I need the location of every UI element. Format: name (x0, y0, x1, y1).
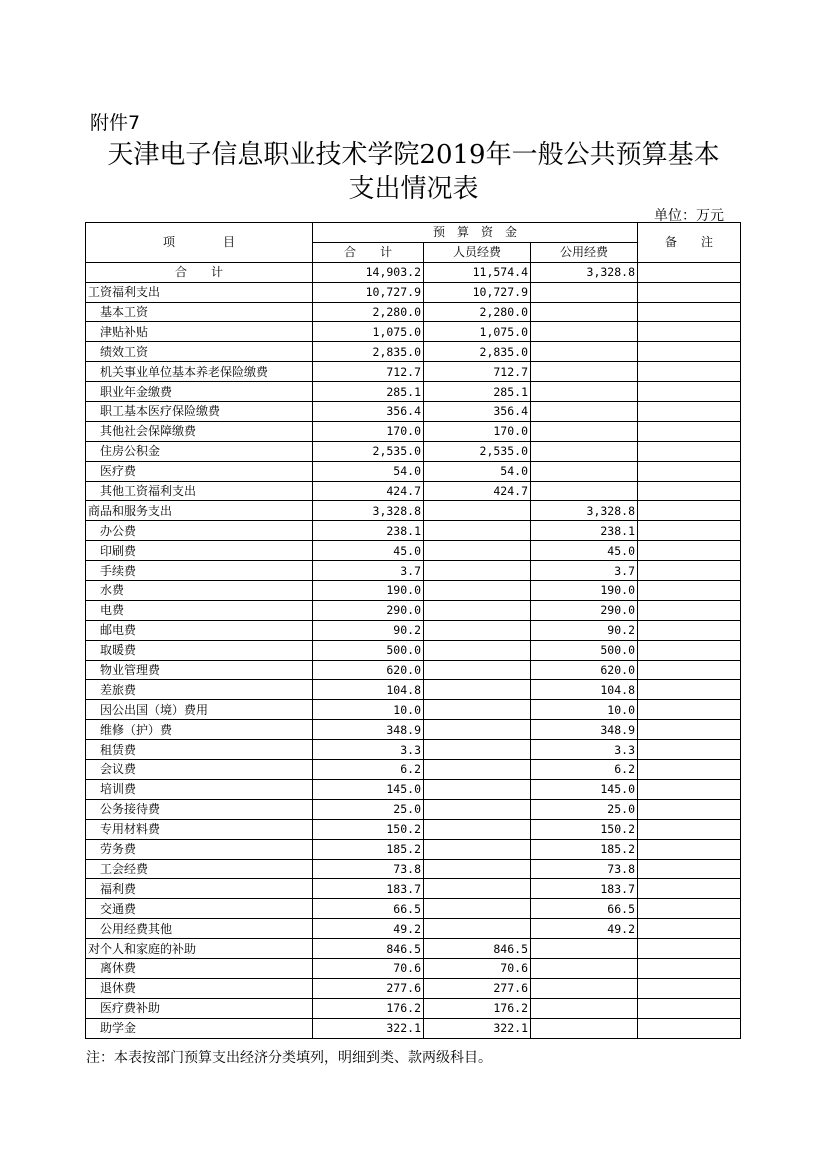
row-personnel (424, 640, 531, 660)
row-remark (638, 680, 741, 700)
row-remark (638, 481, 741, 501)
table-row (86, 421, 741, 441)
row-item-name: 商品和服务支出 (86, 501, 313, 521)
row-remark (638, 839, 741, 859)
row-public (531, 998, 638, 1018)
table-row (86, 362, 741, 382)
row-remark (638, 700, 741, 720)
table-row (86, 461, 741, 481)
table-row (86, 322, 741, 342)
row-personnel (424, 561, 531, 581)
table-row (86, 1018, 741, 1038)
table-row (86, 481, 741, 501)
row-personnel (424, 700, 531, 720)
row-item-name: 取暖费 (86, 640, 313, 660)
row-item-name: 租赁费 (86, 740, 313, 760)
row-personnel (424, 541, 531, 561)
row-item-name: 其他工资福利支出 (86, 481, 313, 501)
row-total: 290.0 (313, 600, 424, 620)
row-total: 424.7 (313, 481, 424, 501)
row-remark (638, 779, 741, 799)
row-remark (638, 581, 741, 601)
row-item-name: 工资福利支出 (86, 282, 313, 302)
row-total: 356.4 (313, 402, 424, 422)
row-remark (638, 819, 741, 839)
row-public: 620.0 (531, 660, 638, 680)
table-row (86, 998, 741, 1018)
row-public: 6.2 (531, 760, 638, 780)
table-row (86, 919, 741, 939)
table-row (86, 620, 741, 640)
row-item-name: 其他社会保障缴费 (86, 421, 313, 441)
table-row (86, 799, 741, 819)
header-total: 合 计 (313, 242, 424, 262)
row-total: 277.6 (313, 978, 424, 998)
row-public: 49.2 (531, 919, 638, 939)
row-personnel: 424.7 (424, 481, 531, 501)
row-remark (638, 978, 741, 998)
row-item-name: 培训费 (86, 779, 313, 799)
row-remark (638, 919, 741, 939)
row-total: 90.2 (313, 620, 424, 640)
table-row (86, 640, 741, 660)
row-public: 25.0 (531, 799, 638, 819)
row-public: 66.5 (531, 899, 638, 919)
row-remark (638, 541, 741, 561)
row-remark (638, 998, 741, 1018)
row-total: 10,727.9 (313, 282, 424, 302)
header-item: 项 目 (86, 223, 313, 263)
row-public (531, 441, 638, 461)
header-personnel: 人员经费 (424, 242, 531, 262)
row-personnel: 54.0 (424, 461, 531, 481)
row-public (531, 939, 638, 959)
header-remark: 备 注 (638, 223, 741, 263)
row-public: 290.0 (531, 600, 638, 620)
row-remark (638, 600, 741, 620)
row-item-name: 劳务费 (86, 839, 313, 859)
row-total: 145.0 (313, 779, 424, 799)
row-remark (638, 262, 741, 282)
table-row (86, 262, 741, 282)
row-item-name: 津贴补贴 (86, 322, 313, 342)
row-personnel (424, 501, 531, 521)
row-public: 150.2 (531, 819, 638, 839)
row-public (531, 282, 638, 302)
row-total: 846.5 (313, 939, 424, 959)
row-personnel (424, 660, 531, 680)
row-remark (638, 561, 741, 581)
row-personnel (424, 919, 531, 939)
row-total: 70.6 (313, 958, 424, 978)
row-total: 10.0 (313, 700, 424, 720)
row-personnel: 11,574.4 (424, 262, 531, 282)
row-total: 348.9 (313, 720, 424, 740)
table-row (86, 779, 741, 799)
table-row (86, 660, 741, 680)
row-remark (638, 958, 741, 978)
row-personnel (424, 740, 531, 760)
table-body (86, 262, 741, 1038)
row-remark (638, 282, 741, 302)
row-item-name: 交通费 (86, 899, 313, 919)
row-public (531, 362, 638, 382)
row-personnel (424, 720, 531, 740)
row-item-name: 工会经费 (86, 859, 313, 879)
row-remark (638, 620, 741, 640)
row-public (531, 382, 638, 402)
row-public: 348.9 (531, 720, 638, 740)
table-row (86, 402, 741, 422)
row-remark (638, 342, 741, 362)
row-item-name: 对个人和家庭的补助 (86, 939, 313, 959)
row-item-name: 职工基本医疗保险缴费 (86, 402, 313, 422)
budget-table (85, 222, 741, 1039)
row-public (531, 302, 638, 322)
row-item-name: 邮电费 (86, 620, 313, 640)
row-remark (638, 720, 741, 740)
row-total: 14,903.2 (313, 262, 424, 282)
row-public: 3,328.8 (531, 262, 638, 282)
row-total: 104.8 (313, 680, 424, 700)
row-personnel (424, 620, 531, 640)
row-personnel (424, 581, 531, 601)
row-public (531, 322, 638, 342)
table-row (86, 700, 741, 720)
row-public: 238.1 (531, 521, 638, 541)
row-remark (638, 501, 741, 521)
row-total: 45.0 (313, 541, 424, 561)
row-item-name: 职业年金缴费 (86, 382, 313, 402)
row-item-name: 维修（护）费 (86, 720, 313, 740)
row-total: 25.0 (313, 799, 424, 819)
row-item-name: 差旅费 (86, 680, 313, 700)
row-remark (638, 382, 741, 402)
row-personnel (424, 879, 531, 899)
row-personnel (424, 859, 531, 879)
row-remark (638, 760, 741, 780)
row-personnel: 2,280.0 (424, 302, 531, 322)
table-row (86, 720, 741, 740)
row-total: 3.3 (313, 740, 424, 760)
row-personnel (424, 819, 531, 839)
row-personnel (424, 839, 531, 859)
row-personnel (424, 779, 531, 799)
row-personnel: 170.0 (424, 421, 531, 441)
row-total: 2,535.0 (313, 441, 424, 461)
row-remark (638, 660, 741, 680)
row-item-name: 助学金 (86, 1018, 313, 1038)
row-personnel: 277.6 (424, 978, 531, 998)
row-item-name: 会议费 (86, 760, 313, 780)
row-total: 170.0 (313, 421, 424, 441)
row-public (531, 421, 638, 441)
row-public: 10.0 (531, 700, 638, 720)
table-row (86, 939, 741, 959)
row-public: 145.0 (531, 779, 638, 799)
row-public: 90.2 (531, 620, 638, 640)
table-row (86, 978, 741, 998)
row-remark (638, 322, 741, 342)
row-total: 2,280.0 (313, 302, 424, 322)
row-remark (638, 421, 741, 441)
row-total: 620.0 (313, 660, 424, 680)
row-total: 2,835.0 (313, 342, 424, 362)
row-public: 3.7 (531, 561, 638, 581)
row-personnel (424, 799, 531, 819)
row-item-name: 水费 (86, 581, 313, 601)
row-public (531, 958, 638, 978)
row-total: 322.1 (313, 1018, 424, 1038)
unit-label: 单位：万元 (654, 208, 724, 224)
row-item-name: 福利费 (86, 879, 313, 899)
table-row (86, 581, 741, 601)
row-item-name: 物业管理费 (86, 660, 313, 680)
attachment-label: 附件7 (90, 112, 141, 134)
header-public: 公用经费 (531, 242, 638, 262)
row-personnel: 176.2 (424, 998, 531, 1018)
row-item-name: 基本工资 (86, 302, 313, 322)
row-personnel: 10,727.9 (424, 282, 531, 302)
header-budget-funds: 预 算 资 金 (313, 223, 638, 243)
row-personnel: 322.1 (424, 1018, 531, 1038)
row-total: 73.8 (313, 859, 424, 879)
row-public: 45.0 (531, 541, 638, 561)
row-public: 73.8 (531, 859, 638, 879)
row-public: 500.0 (531, 640, 638, 660)
row-personnel: 2,835.0 (424, 342, 531, 362)
row-personnel (424, 521, 531, 541)
row-public: 104.8 (531, 680, 638, 700)
row-personnel (424, 600, 531, 620)
row-item-name: 退休费 (86, 978, 313, 998)
row-personnel: 70.6 (424, 958, 531, 978)
row-total: 238.1 (313, 521, 424, 541)
row-remark (638, 521, 741, 541)
row-total: 3,328.8 (313, 501, 424, 521)
table-row (86, 521, 741, 541)
row-total: 190.0 (313, 581, 424, 601)
row-public: 3.3 (531, 740, 638, 760)
row-total: 1,075.0 (313, 322, 424, 342)
row-item-name: 因公出国（境）费用 (86, 700, 313, 720)
table-row (86, 859, 741, 879)
row-total: 183.7 (313, 879, 424, 899)
row-personnel (424, 760, 531, 780)
row-remark (638, 302, 741, 322)
row-remark (638, 362, 741, 382)
row-public (531, 342, 638, 362)
row-remark (638, 879, 741, 899)
table-row (86, 680, 741, 700)
row-total: 712.7 (313, 362, 424, 382)
row-item-name: 住房公积金 (86, 441, 313, 461)
page-title-line2: 支出情况表 (348, 174, 479, 204)
row-personnel: 285.1 (424, 382, 531, 402)
footnote: 注：本表按部门预算支出经济分类填列，明细到类、款两级科目。 (86, 1050, 492, 1066)
table-row (86, 501, 741, 521)
row-remark (638, 899, 741, 919)
table-row (86, 600, 741, 620)
row-item-name: 专用材料费 (86, 819, 313, 839)
row-remark (638, 859, 741, 879)
row-personnel (424, 899, 531, 919)
row-total: 54.0 (313, 461, 424, 481)
table-row (86, 819, 741, 839)
row-item-name: 医疗费补助 (86, 998, 313, 1018)
row-item-name: 绩效工资 (86, 342, 313, 362)
row-item-name: 离休费 (86, 958, 313, 978)
table-row (86, 899, 741, 919)
row-remark (638, 1018, 741, 1038)
row-total: 176.2 (313, 998, 424, 1018)
row-remark (638, 799, 741, 819)
row-total: 3.7 (313, 561, 424, 581)
page-title: 天津电子信息职业技术学院2019年一般公共预算基本 (107, 140, 720, 170)
row-item-name: 公务接待费 (86, 799, 313, 819)
row-total: 49.2 (313, 919, 424, 939)
row-item-name: 医疗费 (86, 461, 313, 481)
row-public (531, 1018, 638, 1038)
row-personnel: 846.5 (424, 939, 531, 959)
row-public: 190.0 (531, 581, 638, 601)
row-item-name: 公用经费其他 (86, 919, 313, 939)
row-public (531, 402, 638, 422)
row-item-name: 办公费 (86, 521, 313, 541)
row-public: 3,328.8 (531, 501, 638, 521)
row-total: 285.1 (313, 382, 424, 402)
row-public (531, 978, 638, 998)
row-public (531, 461, 638, 481)
table-row (86, 342, 741, 362)
table-row (86, 760, 741, 780)
row-remark (638, 441, 741, 461)
row-total: 185.2 (313, 839, 424, 859)
row-total: 6.2 (313, 760, 424, 780)
row-item-name: 电费 (86, 600, 313, 620)
table-row (86, 441, 741, 461)
row-total: 150.2 (313, 819, 424, 839)
table-row (86, 561, 741, 581)
table-row (86, 839, 741, 859)
row-personnel: 356.4 (424, 402, 531, 422)
row-total: 66.5 (313, 899, 424, 919)
table-row (86, 541, 741, 561)
table-row (86, 958, 741, 978)
row-public: 185.2 (531, 839, 638, 859)
row-personnel: 1,075.0 (424, 322, 531, 342)
table-row (86, 382, 741, 402)
row-item-name: 合 计 (86, 262, 313, 282)
row-item-name: 手续费 (86, 561, 313, 581)
row-remark (638, 461, 741, 481)
table-row (86, 282, 741, 302)
row-personnel: 712.7 (424, 362, 531, 382)
row-remark (638, 402, 741, 422)
row-remark (638, 640, 741, 660)
row-personnel (424, 680, 531, 700)
table-row (86, 740, 741, 760)
table-row (86, 302, 741, 322)
row-item-name: 机关事业单位基本养老保险缴费 (86, 362, 313, 382)
row-personnel: 2,535.0 (424, 441, 531, 461)
row-remark (638, 939, 741, 959)
table-row (86, 879, 741, 899)
header-row-1 (86, 223, 741, 243)
row-remark (638, 740, 741, 760)
row-public (531, 481, 638, 501)
row-item-name: 印刷费 (86, 541, 313, 561)
row-public: 183.7 (531, 879, 638, 899)
row-total: 500.0 (313, 640, 424, 660)
